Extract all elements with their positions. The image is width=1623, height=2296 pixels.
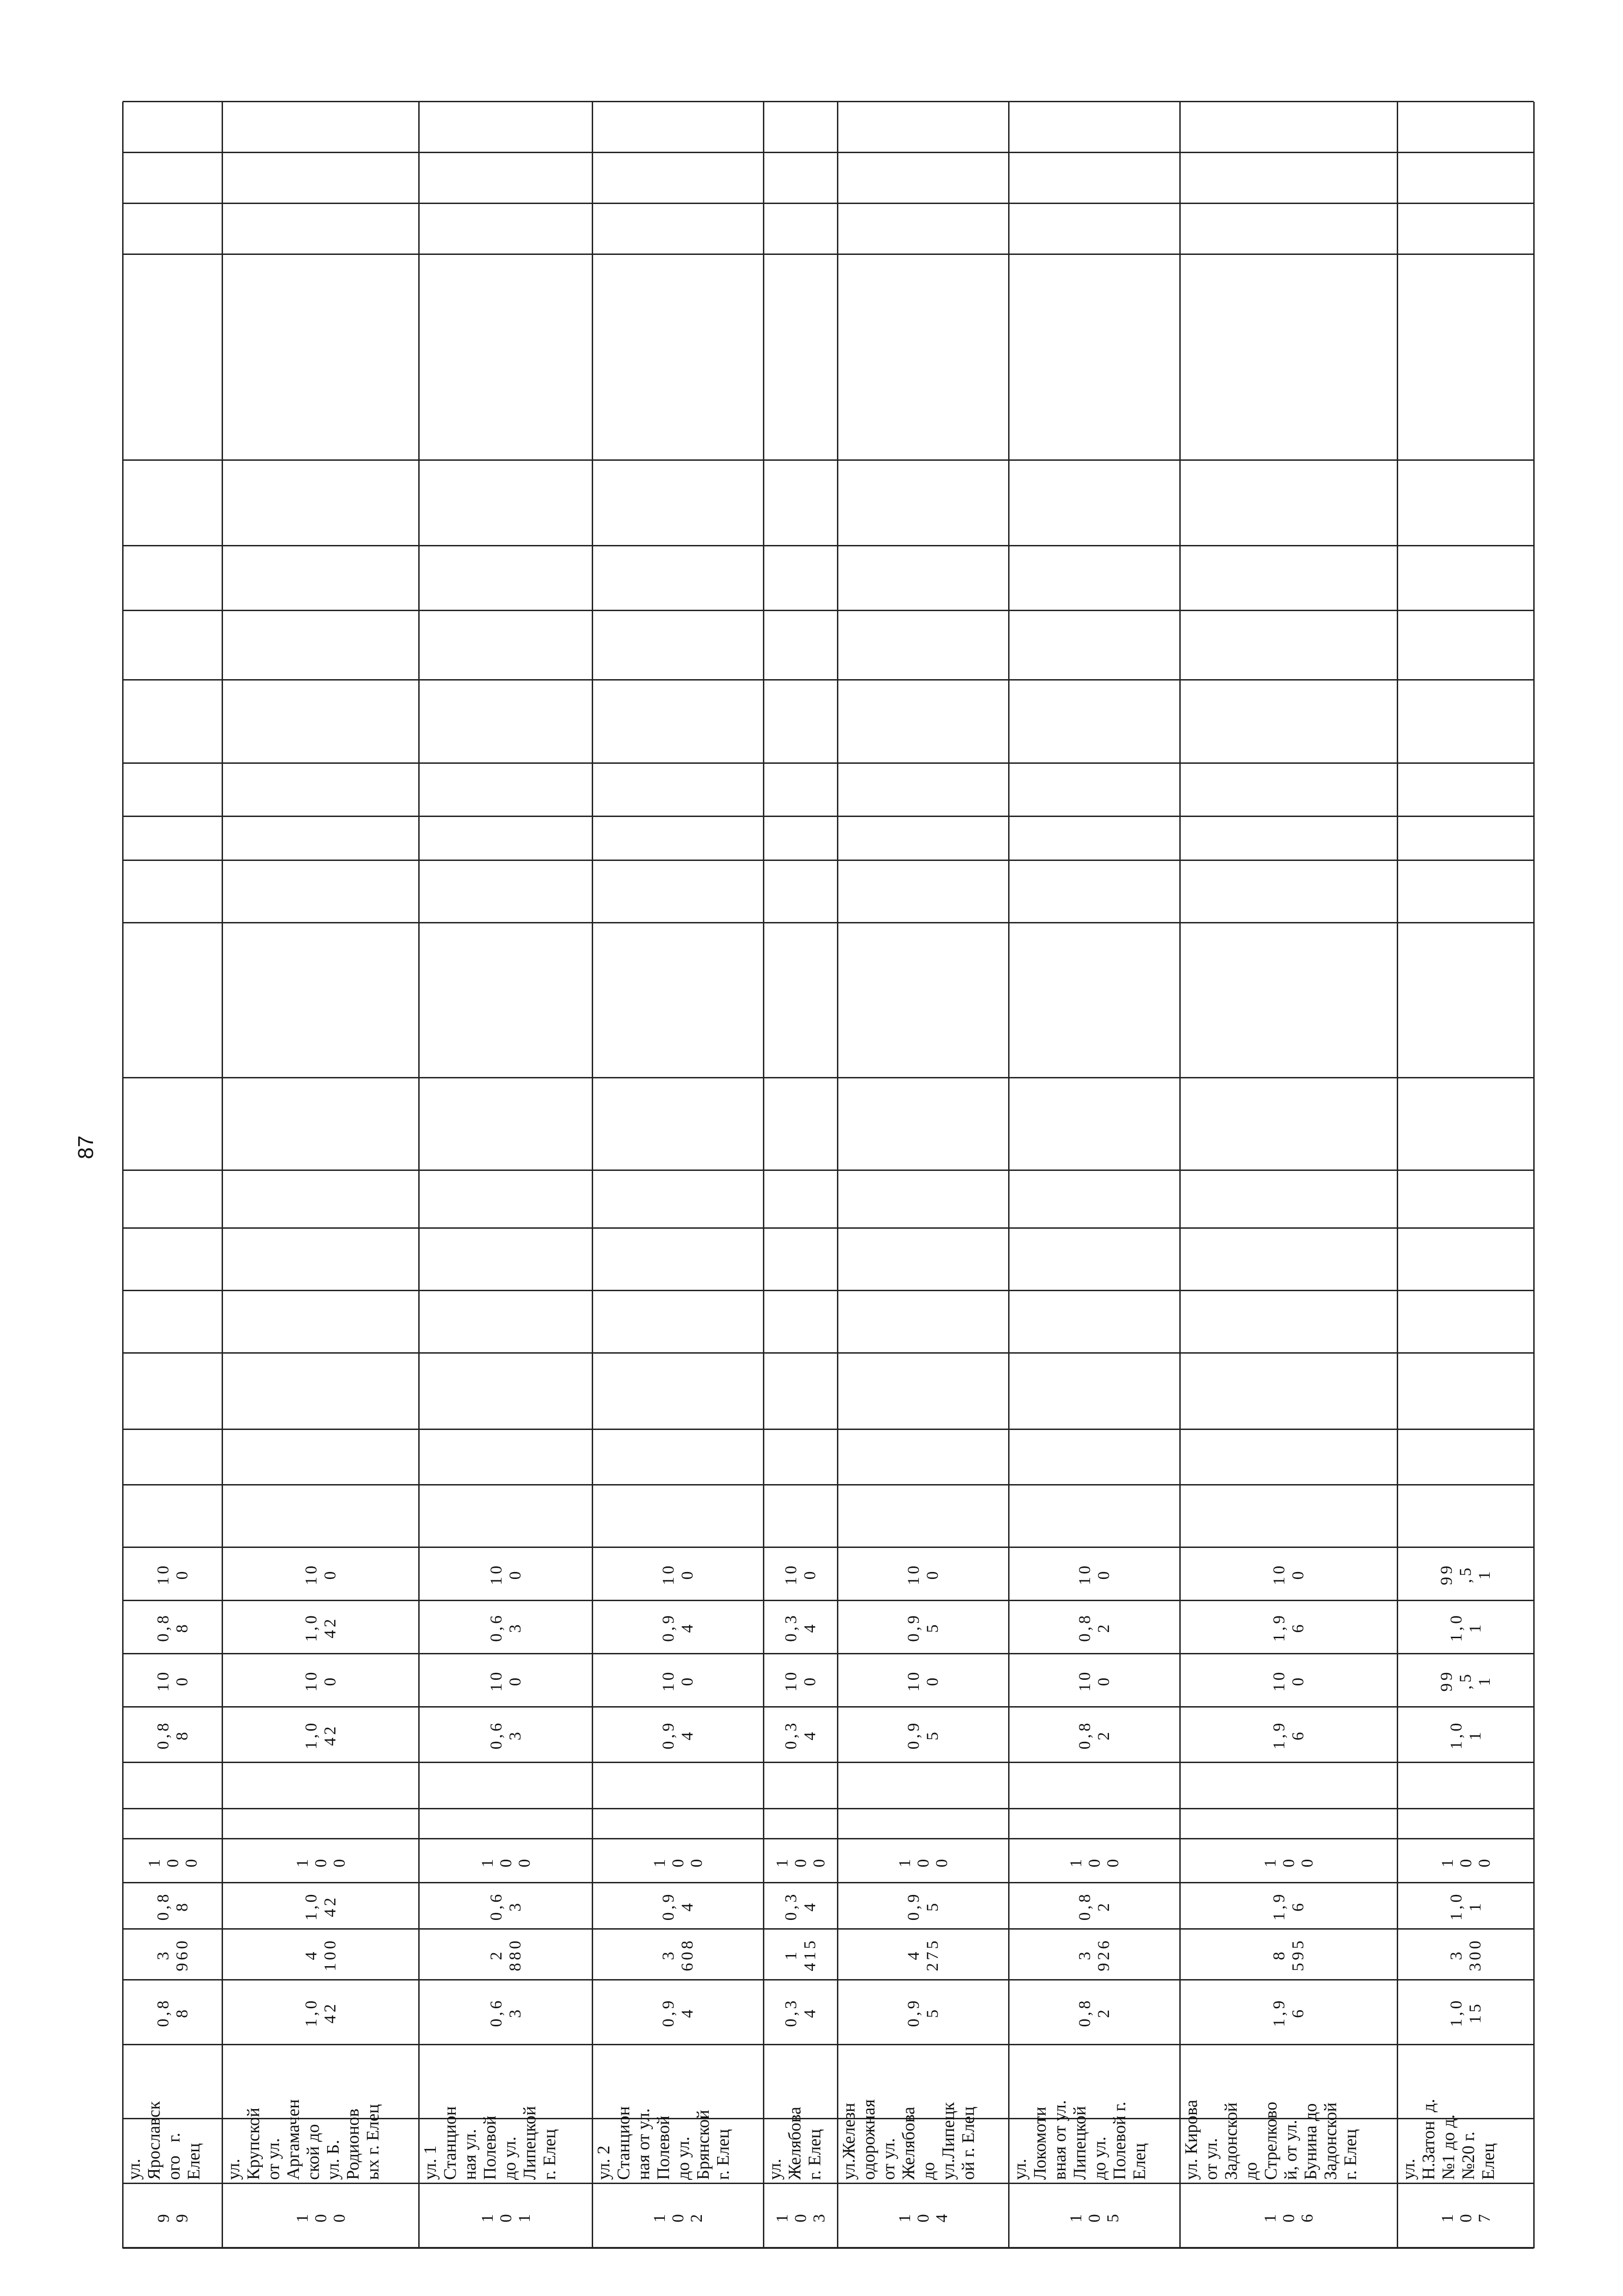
length-value-4-text: 1,9 6	[1270, 1613, 1307, 1642]
length-value-3	[222, 1707, 419, 1763]
length-value-text: 1,9 6	[1270, 1998, 1307, 2027]
percent-value-text: 1 0 0	[144, 1854, 200, 1868]
percent-value-text: 1 0 0	[650, 1854, 706, 1868]
length-value-4-text: 0,9 5	[904, 1613, 942, 1642]
percent-value-2-text: 10 0	[153, 1669, 191, 1692]
length-value-2-text: 1,0 1	[1446, 1891, 1484, 1921]
grid-line	[123, 1170, 1534, 1171]
length-value-4	[763, 1601, 837, 1654]
street-name	[763, 2045, 837, 2184]
length-value-2-text: 0,9 4	[659, 1891, 696, 1921]
grid-line	[123, 679, 1534, 681]
length-value	[1397, 1980, 1534, 2045]
percent-value-text: 1 0 0	[292, 1854, 348, 1868]
grid-line	[123, 816, 1534, 817]
length-value-3-text: 0,6 3	[486, 1720, 524, 1750]
grid-line	[123, 545, 1534, 546]
area-value	[1009, 1929, 1180, 1980]
percent-value-2	[1180, 1654, 1397, 1707]
row-number-text: 1 0 0	[292, 2209, 348, 2222]
percent-value-2	[592, 1654, 763, 1707]
percent-value-2-text: 10 0	[904, 1669, 942, 1692]
percent-value-text: 1 0 0	[477, 1854, 533, 1868]
street-name-text: ул. Желябова г. Елец	[765, 2106, 824, 2180]
street-name-text: ул. Ярославск ого г. Елец	[124, 2101, 204, 2180]
length-value-3-text: 0,9 4	[659, 1720, 696, 1750]
row-number	[123, 2184, 222, 2248]
percent-value-3	[1180, 1547, 1397, 1601]
length-value-3	[1397, 1707, 1534, 1763]
row-number-text: 1 0 5	[1066, 2209, 1122, 2222]
percent-value-3-text: 10 0	[301, 1563, 339, 1585]
length-value-2	[1009, 1883, 1180, 1929]
percent-value-3-text: 99 ,5 1	[1437, 1563, 1493, 1585]
length-value-text: 0,8 2	[1075, 1998, 1113, 2027]
percent-value-text: 1 0 0	[1437, 1854, 1493, 1868]
percent-value-3	[1397, 1547, 1534, 1601]
street-name	[222, 2045, 419, 2184]
percent-value-2-text: 99 ,5 1	[1437, 1669, 1493, 1692]
length-value-2-text: 1,9 6	[1270, 1891, 1307, 1921]
grid-line	[123, 1484, 1534, 1485]
row-number-text: 1 0 4	[895, 2209, 951, 2222]
row-number-text: 1 0 3	[773, 2209, 828, 2222]
area-value-text: 1 415	[781, 1938, 819, 1971]
area-value	[837, 1929, 1009, 1980]
grid-line	[123, 1352, 1534, 1354]
length-value	[222, 1980, 419, 2045]
street-name	[592, 2045, 763, 2184]
length-value-3	[592, 1707, 763, 1763]
street-name-text: ул. Локомоти вная от ул. Липецкой до ул. Полевой г. Елец	[1010, 2100, 1149, 2180]
street-name-text: ул. Н.Затон д. №1 до д. №20 г. Елец	[1399, 2098, 1498, 2180]
area-value	[222, 1929, 419, 1980]
street-name-text: ул. Крупской от ул. Аргамачен ской до ул. Б. Родионов ых г. Елец	[224, 2099, 383, 2180]
length-value-2	[419, 1883, 592, 1929]
percent-value-text: 1 0 0	[1261, 1854, 1316, 1868]
row-number	[1397, 2184, 1534, 2248]
length-value-2-text: 0,6 3	[486, 1891, 524, 1921]
grid-line	[123, 1077, 1534, 1078]
length-value-text: 1,0 42	[301, 1998, 339, 2027]
grid-line	[123, 860, 1534, 861]
street-name-text: ул.Железн одорожная от ул. Желябова до ул.Липецк ой г. Елец	[839, 2099, 978, 2180]
percent-value-3	[222, 1547, 419, 1601]
length-value	[763, 1980, 837, 2045]
length-value-4-text: 0,6 3	[486, 1613, 524, 1642]
percent-value-text: 1 0 0	[773, 1854, 828, 1868]
percent-value	[592, 1839, 763, 1883]
length-value-3-text: 1,0 42	[301, 1720, 339, 1750]
area-value-text: 8 595	[1270, 1938, 1307, 1971]
row-number	[1180, 2184, 1397, 2248]
row-number-text: 9 9	[154, 2209, 191, 2222]
area-value	[592, 1929, 763, 1980]
length-value-3-text: 0,9 5	[904, 1720, 942, 1750]
length-value-4-text: 1,0 1	[1446, 1613, 1484, 1642]
length-value-3-text: 1,9 6	[1270, 1720, 1307, 1750]
area-value-text: 4 275	[904, 1938, 942, 1971]
grid-line	[123, 610, 1534, 611]
length-value-4	[1009, 1601, 1180, 1654]
percent-value	[763, 1839, 837, 1883]
length-value-4	[419, 1601, 592, 1654]
length-value-4	[222, 1601, 419, 1654]
length-value-2	[763, 1883, 837, 1929]
area-value-text: 3 926	[1075, 1938, 1113, 1971]
length-value	[419, 1980, 592, 2045]
percent-value-2	[1397, 1654, 1534, 1707]
length-value-3	[1180, 1707, 1397, 1763]
length-value-3-text: 0,8 8	[153, 1720, 191, 1750]
row-number	[222, 2184, 419, 2248]
length-value-2-text: 1,0 42	[301, 1891, 339, 1921]
area-value	[123, 1929, 222, 1980]
percent-value	[837, 1839, 1009, 1883]
row-number	[592, 2184, 763, 2248]
length-value-3	[419, 1707, 592, 1763]
grid-line	[123, 203, 1534, 204]
percent-value-text: 1 0 0	[1066, 1854, 1122, 1868]
length-value	[123, 1980, 222, 2045]
percent-value	[1180, 1839, 1397, 1883]
length-value-4	[592, 1601, 763, 1654]
percent-value-2-text: 10 0	[486, 1669, 524, 1692]
length-value-4-text: 0,8 2	[1075, 1613, 1113, 1642]
length-value-4-text: 0,8 8	[153, 1613, 191, 1642]
length-value-3	[123, 1707, 222, 1763]
grid-line	[123, 1808, 1534, 1809]
length-value-text: 0,6 3	[486, 1998, 524, 2027]
row-number	[419, 2184, 592, 2248]
length-value-2-text: 0,8 8	[153, 1891, 191, 1921]
length-value	[1180, 1980, 1397, 2045]
length-value-4-text: 1,0 42	[301, 1613, 339, 1642]
street-name	[1397, 2045, 1534, 2184]
area-value	[763, 1929, 837, 1980]
area-value-text: 3 960	[153, 1938, 191, 1971]
length-value-text: 0,3 4	[781, 1998, 819, 2027]
length-value-3-text: 1,0 1	[1446, 1720, 1484, 1750]
street-name	[123, 2045, 222, 2184]
street-name-text: ул. Кирова от ул. Задонской до Стрелково й, от ул. Бунина до Задонской г. Елец	[1182, 2099, 1360, 2180]
grid-line	[123, 254, 1534, 255]
row-number-text: 1 0 2	[650, 2209, 706, 2222]
row-number	[837, 2184, 1009, 2248]
percent-value-3-text: 10 0	[153, 1563, 191, 1585]
street-name	[1180, 2045, 1397, 2184]
percent-value-2-text: 10 0	[781, 1669, 819, 1692]
length-value-4-text: 0,9 4	[659, 1613, 696, 1642]
percent-value	[222, 1839, 419, 1883]
area-value-text: 3 608	[659, 1938, 696, 1971]
row-number-text: 1 0 7	[1437, 2209, 1493, 2222]
length-value	[837, 1980, 1009, 2045]
area-value-text: 4 100	[301, 1938, 339, 1971]
percent-value-2	[419, 1654, 592, 1707]
percent-value-2-text: 10 0	[301, 1669, 339, 1692]
grid-line	[123, 1227, 1534, 1229]
area-value	[419, 1929, 592, 1980]
area-value-text: 3 300	[1446, 1938, 1484, 1971]
row-number-text: 1 0 6	[1261, 2209, 1316, 2222]
length-value-3	[1009, 1707, 1180, 1763]
row-number	[1009, 2184, 1180, 2248]
street-name	[837, 2045, 1009, 2184]
street-name-text: ул. 1 Станцион ная ул. Полевой до ул. Липецкой г. Елец	[421, 2106, 559, 2180]
length-value-3-text: 0,3 4	[781, 1720, 819, 1750]
length-value-4-text: 0,3 4	[781, 1613, 819, 1642]
page-number: 87	[74, 1135, 98, 1159]
percent-value-2	[222, 1654, 419, 1707]
percent-value-2-text: 10 0	[659, 1669, 696, 1692]
percent-value	[419, 1839, 592, 1883]
length-value-2	[1397, 1883, 1534, 1929]
length-value-3-text: 0,8 2	[1075, 1720, 1113, 1750]
percent-value-3	[1009, 1547, 1180, 1601]
percent-value	[1009, 1839, 1180, 1883]
length-value-text: 0,9 5	[904, 1998, 942, 2027]
percent-value-3-text: 10 0	[1270, 1563, 1307, 1585]
grid-line	[123, 101, 1534, 102]
length-value-3	[837, 1707, 1009, 1763]
row-number	[763, 2184, 837, 2248]
length-value-4	[837, 1601, 1009, 1654]
percent-value-text: 1 0 0	[895, 1854, 951, 1868]
grid-line	[123, 922, 1534, 923]
length-value-2-text: 0,3 4	[781, 1891, 819, 1921]
percent-value-3	[763, 1547, 837, 1601]
percent-value-3-text: 10 0	[904, 1563, 942, 1585]
length-value-4	[123, 1601, 222, 1654]
street-name	[419, 2045, 592, 2184]
row-number-text: 1 0 1	[477, 2209, 533, 2222]
grid-line	[123, 459, 1534, 461]
percent-value-2-text: 10 0	[1270, 1669, 1307, 1692]
percent-value-2	[763, 1654, 837, 1707]
percent-value-2	[123, 1654, 222, 1707]
length-value-2-text: 0,8 2	[1075, 1891, 1113, 1921]
grid-line	[123, 1429, 1534, 1430]
street-name	[1009, 2045, 1180, 2184]
percent-value-3	[419, 1547, 592, 1601]
percent-value-3-text: 10 0	[659, 1563, 696, 1585]
grid-line	[123, 762, 1534, 764]
length-value-2-text: 0,9 5	[904, 1891, 942, 1921]
percent-value-3	[123, 1547, 222, 1601]
length-value-2	[1180, 1883, 1397, 1929]
percent-value-3	[592, 1547, 763, 1601]
area-value	[1180, 1929, 1397, 1980]
data-table	[123, 102, 1534, 2248]
percent-value-3-text: 10 0	[486, 1563, 524, 1585]
length-value-4	[1397, 1601, 1534, 1654]
percent-value	[123, 1839, 222, 1883]
area-value	[1397, 1929, 1534, 1980]
percent-value-3-text: 10 0	[781, 1563, 819, 1585]
percent-value-2	[837, 1654, 1009, 1707]
length-value-text: 0,9 4	[659, 1998, 696, 2027]
length-value-4	[1180, 1601, 1397, 1654]
percent-value-3	[837, 1547, 1009, 1601]
length-value	[592, 1980, 763, 2045]
length-value-text: 1,0 15	[1446, 1998, 1484, 2027]
grid-line	[123, 1290, 1534, 1291]
street-name-text: ул. 2 Станцион ная от ул. Полевой до ул. Брянской г. Елец	[594, 2106, 733, 2180]
length-value-3	[763, 1707, 837, 1763]
percent-value-2-text: 10 0	[1075, 1669, 1113, 1692]
length-value-2	[123, 1883, 222, 1929]
grid-line	[123, 152, 1534, 153]
length-value-text: 0,8 8	[153, 1998, 191, 2027]
area-value-text: 2 880	[486, 1938, 524, 1971]
length-value-2	[592, 1883, 763, 1929]
percent-value	[1397, 1839, 1534, 1883]
length-value-2	[222, 1883, 419, 1929]
percent-value-2	[1009, 1654, 1180, 1707]
length-value	[1009, 1980, 1180, 2045]
percent-value-3-text: 10 0	[1075, 1563, 1113, 1585]
length-value-2	[837, 1883, 1009, 1929]
